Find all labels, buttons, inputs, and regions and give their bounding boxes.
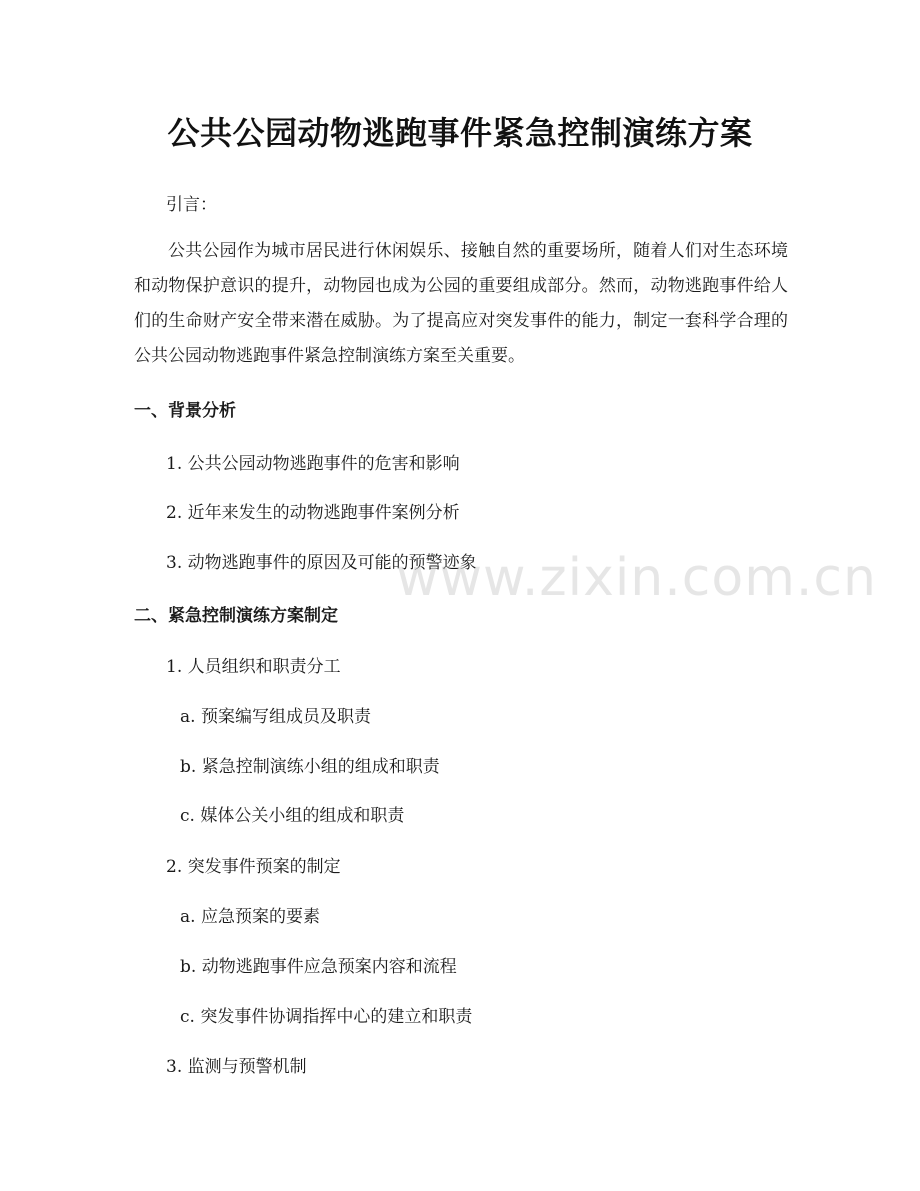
section-heading-plan: 二、紧急控制演练方案制定 xyxy=(134,606,338,626)
sub-list-item: a. 预案编写组成员及职责 xyxy=(180,707,371,727)
list-item: 2. 突发事件预案的制定 xyxy=(166,857,341,877)
list-item: 3. 监测与预警机制 xyxy=(166,1057,307,1077)
sub-list-item: a. 应急预案的要素 xyxy=(180,907,320,927)
list-item: 1. 公共公园动物逃跑事件的危害和影响 xyxy=(166,454,460,474)
watermark: www.zixin.com.cn xyxy=(396,548,877,608)
document-title: 公共公园动物逃跑事件紧急控制演练方案 xyxy=(167,114,753,152)
sub-list-item: b. 紧急控制演练小组的组成和职责 xyxy=(180,757,440,777)
sub-list-item: c. 媒体公关小组的组成和职责 xyxy=(180,806,405,826)
section-heading-background: 一、背景分析 xyxy=(134,401,236,421)
intro-label: 引言： xyxy=(166,195,217,215)
intro-paragraph: 公共公园作为城市居民进行休闲娱乐、接触自然的重要场所，随着人们对生态环境和动物保护意识的提升，动物园也成为公园的重要组成部分。然而，动物逃跑事件给人们的生命财产安全带来潜在威胁。为了提高应对突发事件的能力，制定一套科学合理的公共公园动物逃跑事件紧急控制演练方案至关重要。 xyxy=(134,241,788,366)
sub-list-item: b. 动物逃跑事件应急预案内容和流程 xyxy=(180,957,457,977)
sub-list-item: c. 突发事件协调指挥中心的建立和职责 xyxy=(180,1007,473,1027)
list-item: 2. 近年来发生的动物逃跑事件案例分析 xyxy=(166,503,460,523)
list-item: 3. 动物逃跑事件的原因及可能的预警迹象 xyxy=(166,553,477,573)
list-item: 1. 人员组织和职责分工 xyxy=(166,657,341,677)
